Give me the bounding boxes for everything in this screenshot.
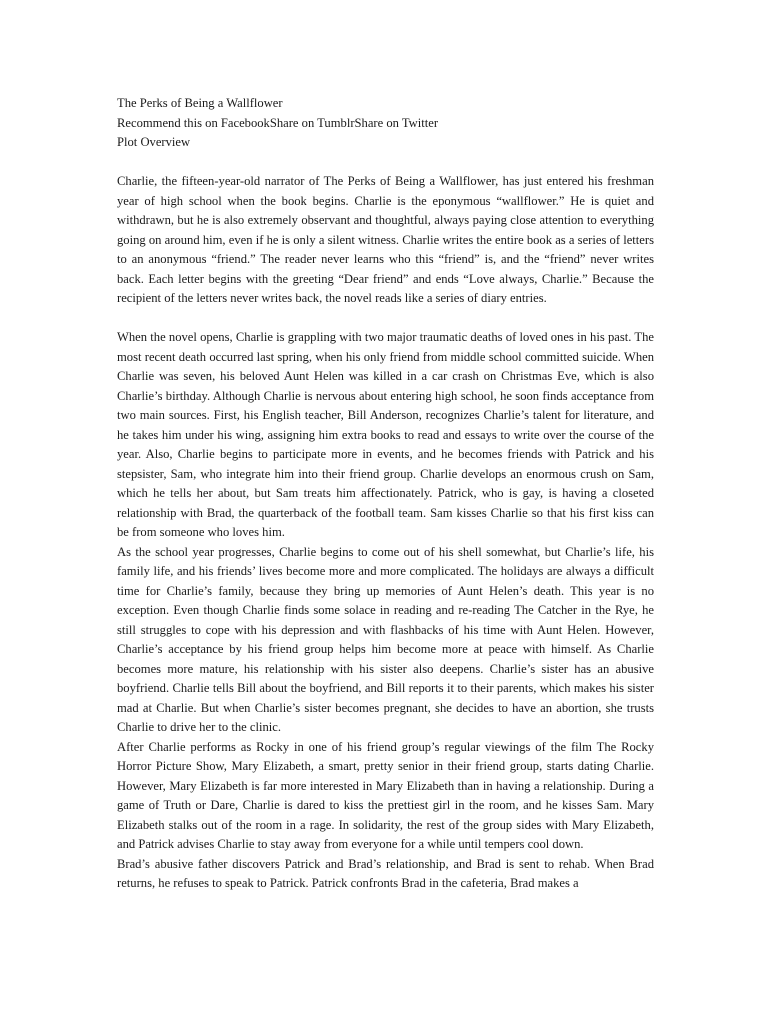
- document-title: The Perks of Being a Wallflower: [117, 96, 283, 110]
- paragraph-rocky-horror: After Charlie performs as Rocky in one of his friend group’s regular viewings of the film The Rocky Horror Picture Show, Mary Elizabeth, a smart, pretty senior in their friend group, starts dating Charlie. However, Mary Elizabeth is far more interested in Mary Elizabeth than in having a relationship. During a game of Truth or Dare, Charlie is dared to kiss the prettiest girl in the room, and he kisses Sam. Mary Elizabeth stalks out of the room in a rage. In solidarity, the rest of the group sides with Mary Elizabeth, and Patrick advises Charlie to stay away from everyone for a while until tempers cool down.: [117, 739, 654, 851]
- paragraph-school-year: As the school year progresses, Charlie begins to come out of his shell somewhat, but Charlie’s life, his family life, and his friends’ lives become more and more complicated. The holidays are always a difficult time for Charlie’s family, because they bring up memories of Aunt Helen’s death. This year is no exception. Even though Charlie finds some solace in reading and re-reading The Catcher in the Rye, he still struggles to cope with his depression and with flashbacks of his time with Aunt Helen. However, Charlie’s acceptance by his friend group helps him become more at peace with himself. As Charlie becomes more mature, his relationship with his sister also deepens. Charlie’s sister has an abusive boyfriend. Charlie tells Bill about the boyfriend, and Bill reports it to their parents, which makes his sister mad at Charlie. But when Charlie’s sister becomes pregnant, she decides to have an abortion, she trusts Charlie to drive her to the clinic.: [117, 544, 654, 734]
- document-body: [117, 94, 654, 894]
- paragraph-brad: Brad’s abusive father discovers Patrick and Brad’s relationship, and Brad is sent to rehab. When Brad returns, he refuses to speak to Patrick. Patrick confronts Brad in the cafeteria, Brad makes a: [117, 856, 654, 890]
- paragraph-opening: When the novel opens, Charlie is grappling with two major traumatic deaths of loved ones in his past. The most recent death occurred last spring, when his only friend from middle school committed suicide. When Charlie was seven, his beloved Aunt Helen was killed in a car crash on Christmas Eve, which is also Charlie’s birthday. Although Charlie is nervous about entering high school, he soon finds acceptance from two main sources. First, his English teacher, Bill Anderson, recognizes Charlie’s talent for literature, and he takes him under his wing, assigning him extra books to read and essays to write over the course of the year. Also, Charlie begins to participate more in events, and he becomes friends with Patrick and his stepsister, Sam, who integrate him into their friend group. Charlie develops an enormous crush on Sam, which he tells her about, but Sam treats him affectionately. Patrick, who is gay, is having a closeted relationship with Brad, the quarterback of the football team. Sam kisses Charlie so that his first kiss can be from someone who loves him.: [117, 330, 654, 539]
- blank-line: [117, 153, 654, 173]
- paragraph-intro: Charlie, the fifteen-year-old narrator of The Perks of Being a Wallflower, has just entered his freshman year of high school when the book begins. Charlie is the eponymous “wallflower.” He is quiet and withdrawn, but he is also extremely observant and thoughtful, always paying close attention to everything going on around him, even if he is only a silent witness. Charlie writes the entire book as a series of letters to an anonymous “friend.” The reader never learns who this “friend” is, and the “friend” never writes back. Each letter begins with the greeting “Dear friend” and ends “Love always, Charlie.” Because the recipient of the letters never writes back, the novel reads like a series of diary entries.: [117, 174, 654, 305]
- section-heading: Plot Overview: [117, 135, 191, 149]
- share-links-line: Recommend this on FacebookShare on TumblrShare on Twitter: [117, 115, 439, 130]
